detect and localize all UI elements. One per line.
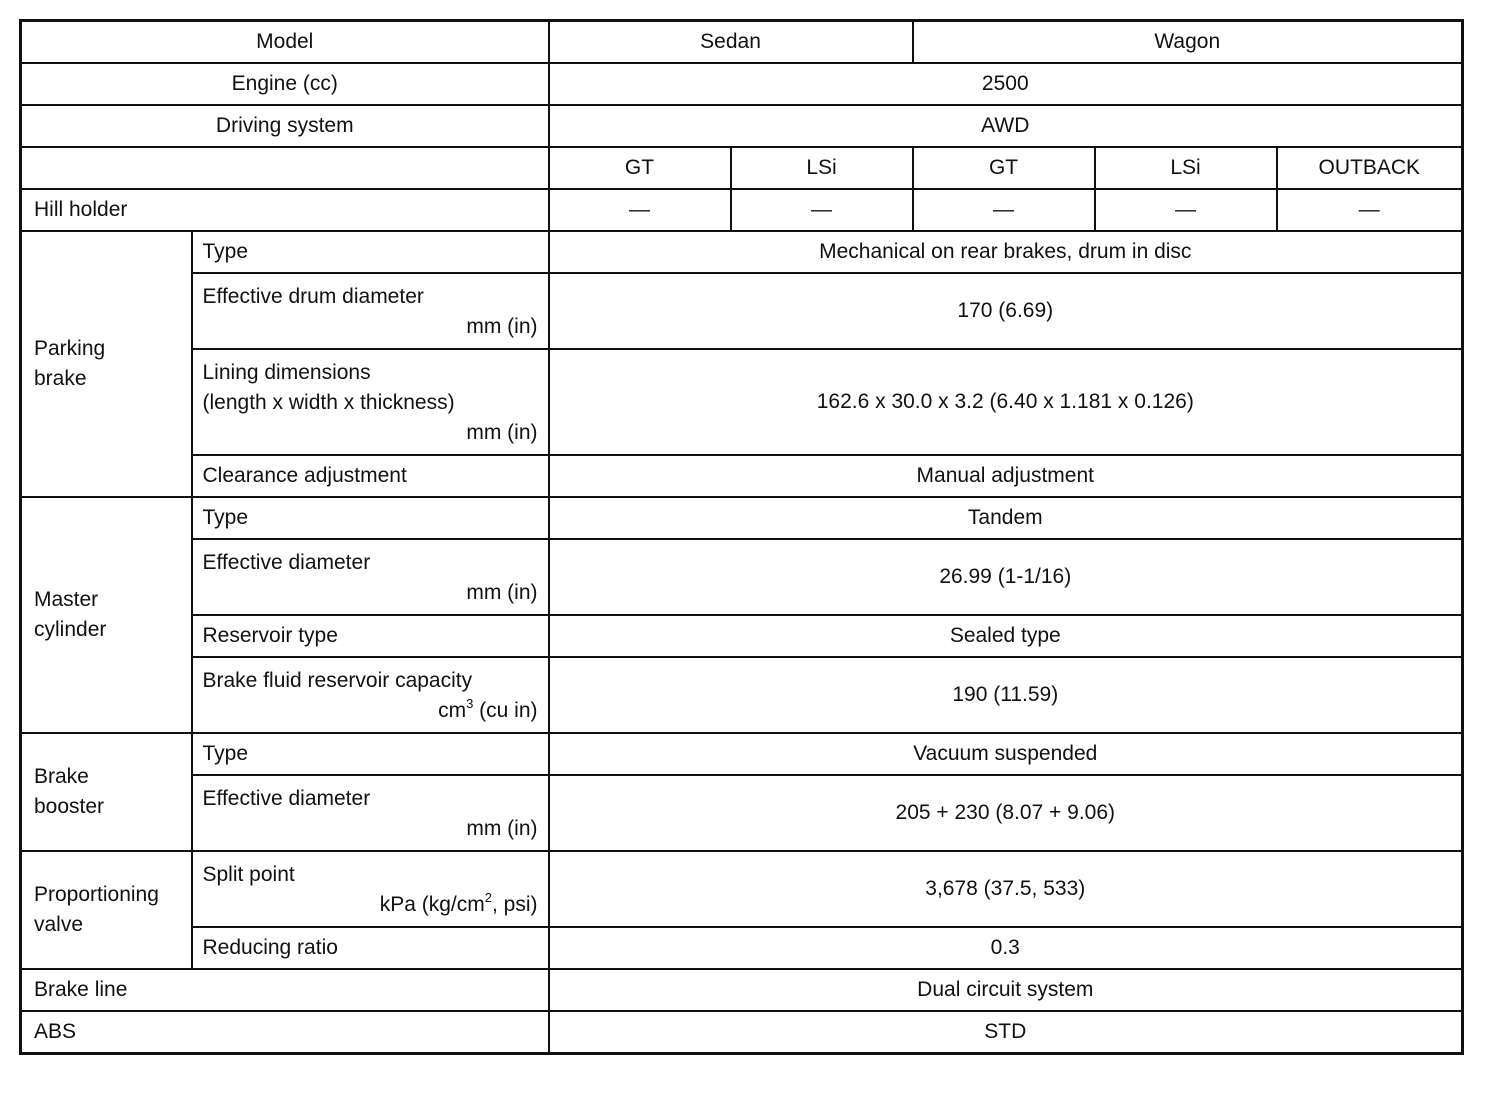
trim-wagon-lsi: LSi (1095, 147, 1277, 189)
booster-type-label: Type (192, 733, 549, 775)
parking-clearance-value: Manual adjustment (549, 455, 1463, 497)
booster-diam-value: 205 + 230 (8.07 + 9.06) (549, 775, 1463, 851)
master-type-row (21, 497, 1463, 539)
split-unit-rest: , psi) (492, 893, 538, 916)
parking-drum-label-cell (192, 273, 549, 349)
master-type-value: Tandem (549, 497, 1463, 539)
booster-type-value: Vacuum suspended (549, 733, 1463, 775)
lining-label-sub: (length x width x thickness) (202, 391, 455, 414)
booster-type-row (21, 733, 1463, 775)
engine-label: Engine (cc) (21, 63, 549, 105)
capacity-unit-exponent: 3 (466, 696, 474, 711)
valve-ratio-value: 0.3 (549, 927, 1463, 969)
parking-lining-label-cell (192, 349, 549, 455)
proportioning-valve-group (21, 851, 192, 969)
parking-drum-value: 170 (6.69) (549, 273, 1463, 349)
master-reservoir-label: Reservoir type (192, 615, 549, 657)
hill-holder-row (21, 189, 1463, 231)
master-reservoir-row (21, 615, 1463, 657)
master-diam-label-cell (192, 539, 549, 615)
lining-label: Lining dimensions (202, 361, 371, 384)
brake-booster-group (21, 733, 192, 851)
model-label: Model (21, 21, 549, 64)
hill-holder-label: Hill holder (21, 189, 549, 231)
group-line: cylinder (34, 618, 107, 641)
abs-label: ABS (21, 1011, 549, 1054)
split-unit (203, 890, 538, 920)
master-capacity-row (21, 657, 1463, 733)
parking-clearance-row (21, 455, 1463, 497)
driving-value: AWD (549, 105, 1463, 147)
master-cylinder-group (21, 497, 192, 733)
parking-brake-group (21, 231, 192, 497)
parking-type-value: Mechanical on rear brakes, drum in disc (549, 231, 1463, 273)
split-unit-exponent: 2 (484, 890, 492, 905)
master-capacity-value: 190 (11.59) (549, 657, 1463, 733)
valve-split-row (21, 851, 1463, 927)
hill-holder-value: — (549, 189, 731, 231)
group-line: booster (34, 795, 105, 818)
split-unit-base: kPa (kg/cm (379, 893, 485, 916)
wagon-header: Wagon (913, 21, 1463, 64)
engine-value: 2500 (549, 63, 1463, 105)
brake-spec-table (19, 19, 1464, 1055)
hill-holder-value: — (1277, 189, 1463, 231)
valve-ratio-label: Reducing ratio (192, 927, 549, 969)
group-line: Proportioning (34, 883, 159, 906)
parking-type-row (21, 231, 1463, 273)
parking-clearance-label: Clearance adjustment (192, 455, 549, 497)
trim-row (21, 147, 1463, 189)
booster-diam-label-cell (192, 775, 549, 851)
master-diam-label: Effective diameter (202, 551, 371, 574)
group-line: valve (34, 913, 84, 936)
master-type-label: Type (192, 497, 549, 539)
capacity-unit-rest: (cu in) (473, 699, 538, 722)
lining-unit: mm (in) (466, 421, 538, 444)
master-diam-row (21, 539, 1463, 615)
brake-line-row (21, 969, 1463, 1011)
hill-holder-value: — (913, 189, 1095, 231)
abs-row (21, 1011, 1463, 1054)
booster-diam-unit: mm (in) (466, 817, 538, 840)
drum-label: Effective drum diameter (202, 285, 424, 308)
parking-lining-row (21, 349, 1463, 455)
master-reservoir-value: Sealed type (549, 615, 1463, 657)
group-line: Brake (34, 765, 89, 788)
trim-sedan-lsi: LSi (731, 147, 913, 189)
capacity-unit-base: cm (438, 699, 467, 722)
split-label: Split point (202, 863, 295, 886)
drum-unit: mm (in) (466, 315, 538, 338)
brake-line-value: Dual circuit system (549, 969, 1463, 1011)
trim-sedan-gt: GT (549, 147, 731, 189)
brake-line-label: Brake line (21, 969, 549, 1011)
trim-blank-cell (21, 147, 549, 189)
master-diam-value: 26.99 (1-1/16) (549, 539, 1463, 615)
model-row (21, 21, 1463, 64)
capacity-unit (203, 696, 538, 726)
parking-type-label: Type (192, 231, 549, 273)
driving-label: Driving system (21, 105, 549, 147)
trim-wagon-outback: OUTBACK (1277, 147, 1463, 189)
group-line: brake (34, 367, 87, 390)
abs-value: STD (549, 1011, 1463, 1054)
hill-holder-value: — (1095, 189, 1277, 231)
master-diam-unit: mm (in) (466, 581, 538, 604)
capacity-label: Brake fluid reservoir capacity (202, 669, 473, 692)
booster-diam-label: Effective diameter (202, 787, 371, 810)
valve-split-value: 3,678 (37.5, 533) (549, 851, 1463, 927)
parking-drum-row (21, 273, 1463, 349)
booster-diam-row (21, 775, 1463, 851)
valve-ratio-row (21, 927, 1463, 969)
trim-wagon-gt: GT (913, 147, 1095, 189)
group-line: Parking (34, 337, 106, 360)
sedan-header: Sedan (549, 21, 913, 64)
master-capacity-label-cell (192, 657, 549, 733)
group-line: Master (34, 588, 99, 611)
driving-row (21, 105, 1463, 147)
engine-row (21, 63, 1463, 105)
valve-split-label-cell (192, 851, 549, 927)
parking-lining-value: 162.6 x 30.0 x 3.2 (6.40 x 1.181 x 0.126) (549, 349, 1463, 455)
hill-holder-value: — (731, 189, 913, 231)
